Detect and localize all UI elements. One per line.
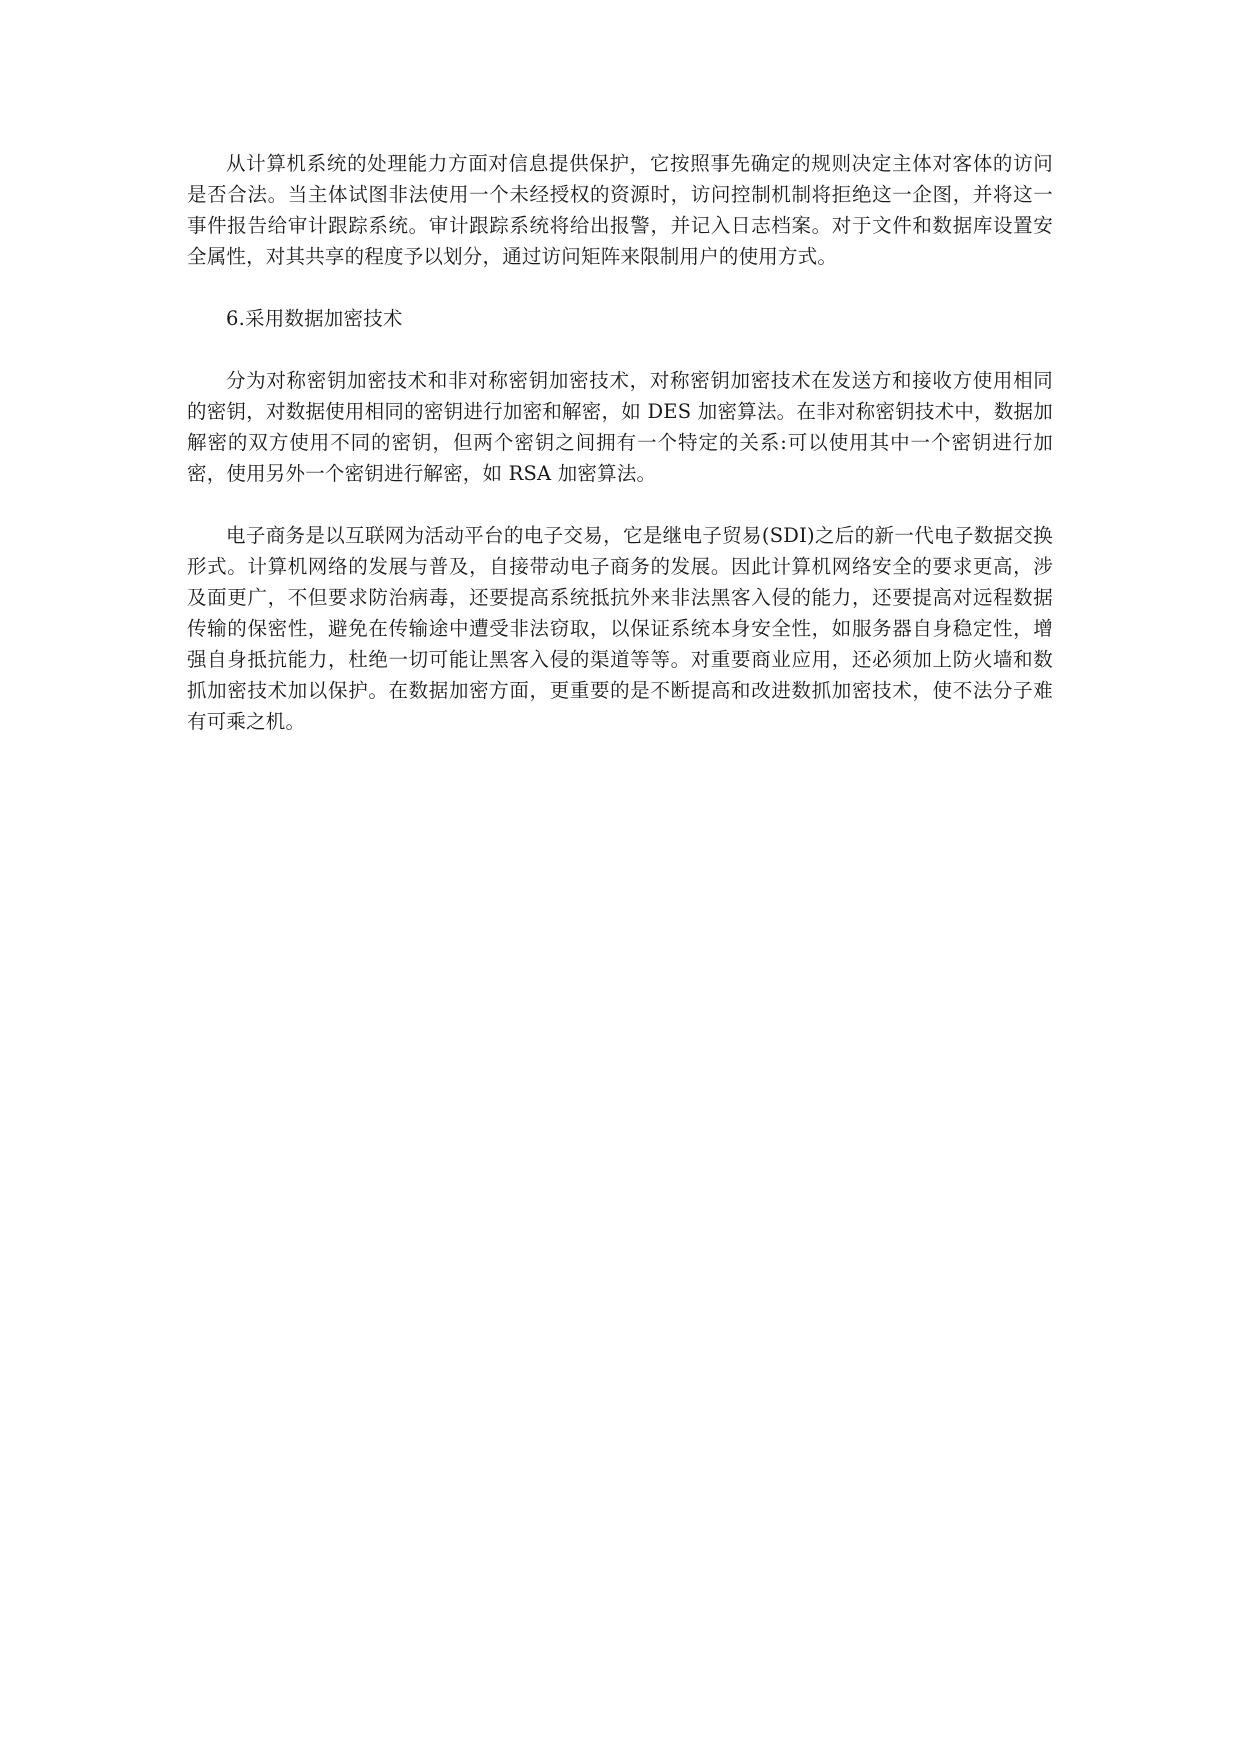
paragraph-access-control: 从计算机系统的处理能力方面对信息提供保护，它按照事先确定的规则决定主体对客体的访问是否合法。当主体试图非法使用一个未经授权的资源时，访问控制机制将拒绝这一企图，并将这一事件报告给审计跟踪系统。审计跟踪系统将给出报警，并记入日志档案。对于文件和数据库设置安全属性，对其共享的程度予以划分，通过访问矩阵来限制用户的使用方式。	[187, 152, 1053, 268]
document-body	[187, 148, 1053, 768]
paragraph-ecommerce: 电子商务是以互联网为活动平台的电子交易，它是继电子贸易(SDI)之后的新一代电子数据交换形式。计算机网络的发展与普及，自接带动电子商务的发展。因此计算机网络安全的要求更高，涉及面更广，不但要求防治病毒，还要提高系统抵抗外来非法黑客入侵的能力，还要提高对远程数据传输的保密性，避免在传输途中遭受非法窃取，以保证系统本身安全性，如服务器自身稳定性，增强自身抵抗能力，杜绝一切可能让黑客入侵的渠道等等。对重要商业应用，还必须加上防火墙和数抓加密技术加以保护。在数据加密方面，更重要的是不断提高和改进数抓加密技术，使不法分子难有可乘之机。	[187, 524, 1053, 733]
section-heading-encryption: 6.采用数据加密技术	[226, 307, 403, 330]
paragraph-encryption: 分为对称密钥加密技术和非对称密钥加密技术，对称密钥加密技术在发送方和接收方使用相同的密钥，对数据使用相同的密钥进行加密和解密，如 DES 加密算法。在非对称密钥技术中，数据加解密的双方使用不同的密钥，但两个密钥之间拥有一个特定的关系:可以使用其中一个密钥进行加密，使用另外一个密钥进行解密，如 RSA 加密算法。	[187, 369, 1053, 485]
